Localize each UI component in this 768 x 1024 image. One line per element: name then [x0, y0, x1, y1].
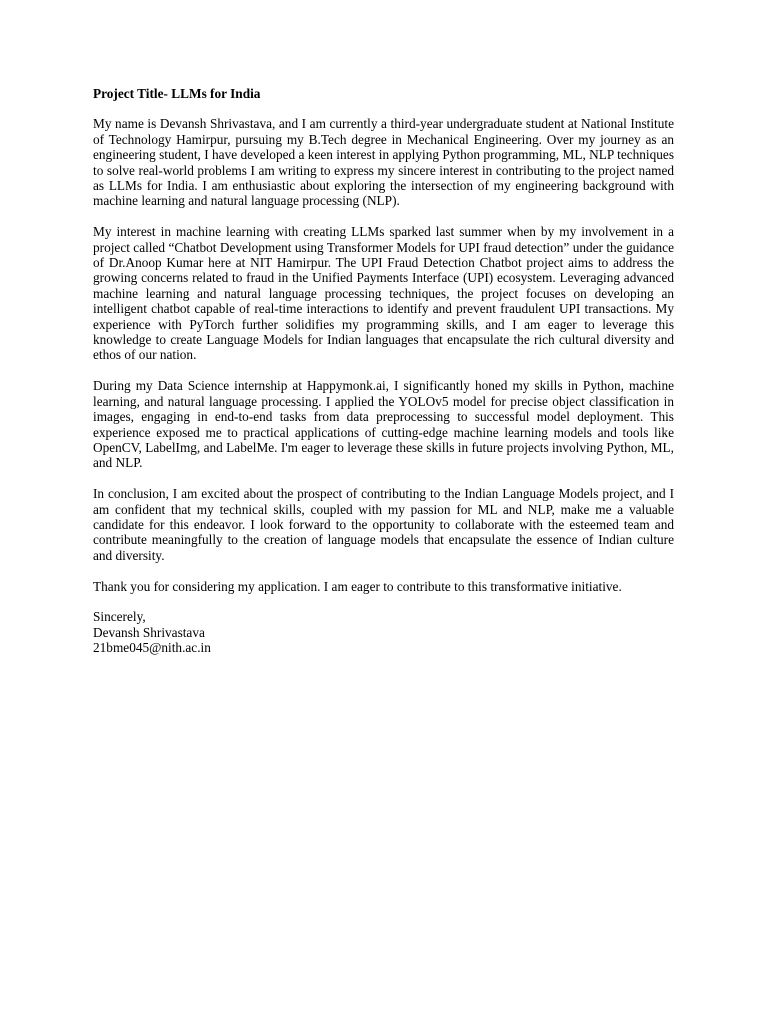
- signer-name: Devansh Shrivastava: [93, 624, 205, 640]
- paragraph-internship: During my Data Science internship at Happymonk.ai, I significantly honed my skills in Python, machine learning, and natural language processing. I applied the YOLOv5 model for precise object classification in images, engaging in end-to-end tasks from data preprocessing to successful model deployment. This experience exposed me to practical applications of cutting-edge machine learning models and tools like OpenCV, LabelImg, and LabelMe. I'm eager to leverage these skills in future projects involving Python, ML, and NLP.: [93, 378, 674, 471]
- paragraph-thanks: Thank you for considering my application. I am eager to contribute to this transformative initiative.: [93, 578, 622, 594]
- document-page: [93, 86, 674, 656]
- document-title: Project Title- LLMs for India: [93, 86, 261, 101]
- signer-email: 21bme045@nith.ac.in: [93, 640, 211, 656]
- closing-salutation: Sincerely,: [93, 609, 146, 625]
- signature-block: [93, 609, 674, 655]
- paragraph-conclusion: In conclusion, I am excited about the prospect of contributing to the Indian Language Models project, and I am confident that my technical skills, coupled with my passion for ML and NLP, make me a valuable candidate for this endeavor. I look forward to the opportunity to collaborate with the esteemed team and contribute meaningfully to the creation of language models that encapsulate the essence of Indian culture and diversity.: [93, 486, 674, 563]
- paragraph-interest: My interest in machine learning with creating LLMs sparked last summer when by my involvement in a project called “Chatbot Development using Transformer Models for UPI fraud detection” under the guidance of Dr.Anoop Kumar here at NIT Hamirpur. The UPI Fraud Detection Chatbot project aims to address the growing concerns related to fraud in the Unified Payments Interface (UPI) ecosystem. Leveraging advanced machine learning and natural language processing techniques, the project focuses on developing an intelligent chatbot capable of real-time interactions to identify and prevent fraudulent UPI transactions. My experience with PyTorch further solidifies my programming skills, and I am eager to leverage this knowledge to create Language Models for Indian languages that encapsulate the rich cultural diversity and ethos of our nation.: [93, 224, 674, 363]
- paragraph-introduction: My name is Devansh Shrivastava, and I am currently a third-year undergraduate student at National Institute of Technology Hamirpur, pursuing my B.Tech degree in Mechanical Engineering. Over my journey as an engineering student, I have developed a keen interest in applying Python programming, ML, NLP techniques to solve real-world problems I am writing to express my sincere interest in contributing to the project named as LLMs for India. I am enthusiastic about exploring the intersection of my engineering background with machine learning and natural language processing (NLP).: [93, 116, 674, 209]
